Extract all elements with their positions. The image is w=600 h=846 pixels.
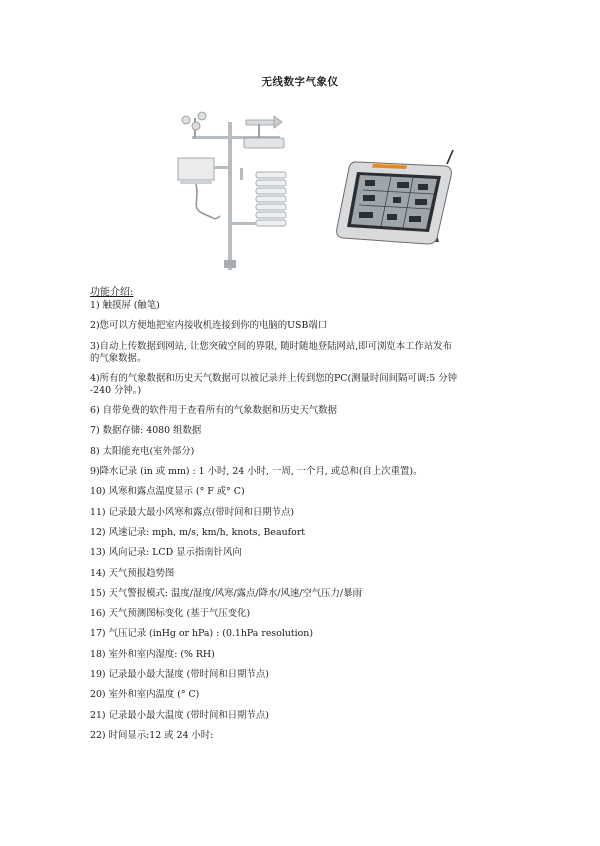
page-title: 无线数字气象仪 (261, 76, 339, 88)
list-item: 16) 天气预测图标变化 (基于气压变化) (90, 608, 251, 620)
list-item: 17) 气压记录 (inHg or hPa) : (0.1hPa resolution) (90, 628, 313, 640)
list-item: 2)您可以方便地把室内接收机连接到你的电脑的USB端口 (90, 320, 328, 332)
list-item: 13) 风向记录: LCD 显示指南针风向 (90, 547, 242, 559)
list-item: 3)自动上传数据到网站, 让您突破空间的界限, 随时随地登陆网站,即可浏览本工作站发布 的气象数据。 (90, 340, 453, 364)
list-item: 10) 风寒和露点温度显示 (° F 或° C) (90, 486, 245, 498)
list-item: 15) 天气警报模式: 温度/湿度/风寒/露点/降水/风速/空气压力/暴雨 (90, 587, 362, 599)
feature-list (90, 300, 530, 750)
list-item: 4)所有的气象数据和历史天气数据可以被记录并上传到您的PC(测量时间间隔可调:5 分钟 -240 分钟。) (90, 372, 457, 396)
list-item: 8) 太阳能充电(室外部分) (90, 445, 195, 457)
indoor-console-image (335, 150, 470, 250)
section-heading: 功能介绍: (90, 287, 134, 298)
list-item: 7) 数据存储: 4080 组数据 (90, 425, 202, 437)
list-item: 22) 时间显示:12 或 24 小时: (90, 729, 214, 741)
list-item: 21) 记录最小最大温度 (带时间和日期节点) (90, 709, 269, 721)
list-item: 14) 天气预报趋势图 (90, 567, 175, 579)
list-item: 11) 记录最大最小风寒和露点(带时间和日期节点) (90, 506, 295, 518)
list-item: 20) 室外和室内温度 (° C) (90, 689, 200, 701)
list-item: 9)降水记录 (in 或 mm) : 1 小时, 24 小时, 一周, 一个月, 或总和(自上次重置)。 (90, 466, 423, 478)
list-item: 19) 记录最小最大湿度 (带时间和日期节点) (90, 669, 269, 681)
list-item: 18) 室外和室内湿度: (% RH) (90, 648, 215, 660)
list-item: 6) 自带免费的软件用于查看所有的气象数据和历史天气数据 (90, 405, 337, 417)
list-item: 12) 风速记录: mph, m/s, km/h, knots, Beaufort (90, 526, 305, 538)
outdoor-weather-station-image (170, 110, 300, 270)
list-item: 1) 触摸屏 (触笔) (90, 300, 160, 311)
